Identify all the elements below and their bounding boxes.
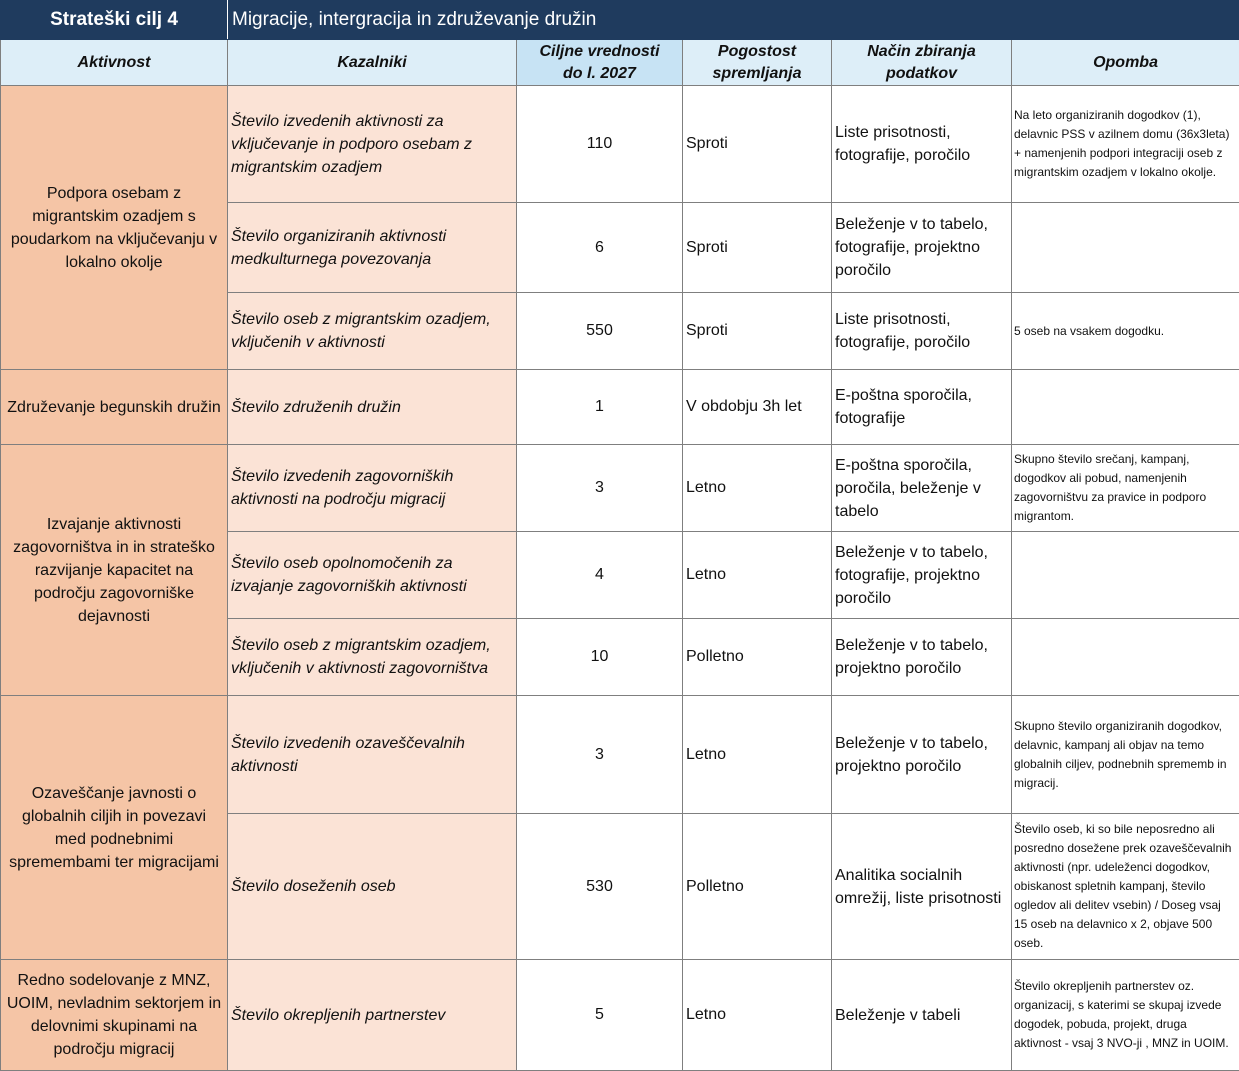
indicator-cell: Število oseb z migrantskim ozadjem, vključenih v aktivnosti (228, 293, 517, 370)
col-header-frequency-line2: spremljanja (713, 65, 802, 82)
col-header-frequency-line1: Pogostost (718, 43, 796, 60)
table-row (1, 370, 1239, 445)
table-row (1, 696, 1239, 814)
frequency-cell: Sproti (683, 86, 832, 203)
activity-cell: Podpora osebam z migrantskim ozadjem s poudarkom na vključevanju v lokalno okolje (1, 86, 228, 370)
activity-cell: Redno sodelovanje z MNZ, UOIM, nevladnim sektorjem in delovnimi skupinami na področju migracij (1, 960, 228, 1071)
col-header-method-line2: podatkov (886, 65, 957, 82)
note-cell (1012, 370, 1239, 445)
indicator-cell: Število organiziranih aktivnosti medkulturnega povezovanja (228, 203, 517, 293)
target-cell: 1 (517, 370, 683, 445)
target-cell: 110 (517, 86, 683, 203)
activity-cell: Združevanje begunskih družin (1, 370, 228, 445)
method-cell: Beleženje v tabeli (832, 960, 1012, 1071)
col-header-target (517, 40, 683, 86)
column-header-row (1, 40, 1239, 86)
method-cell: Beleženje v to tabelo, fotografije, projektno poročilo (832, 203, 1012, 293)
indicator-cell: Število oseb opolnomočenih za izvajanje zagovorniških aktivnosti (228, 532, 517, 619)
indicator-cell: Število oseb z migrantskim ozadjem, vključenih v aktivnosti zagovorništva (228, 619, 517, 696)
col-header-note: Opomba (1012, 40, 1239, 86)
title-row (1, 1, 1239, 40)
target-cell: 6 (517, 203, 683, 293)
col-header-target-line2: do l. 2027 (563, 65, 636, 82)
method-cell: Beleženje v to tabelo, projektno poročilo (832, 619, 1012, 696)
note-cell (1012, 203, 1239, 293)
goal-title: Migracije, intergracija in združevanje družin (228, 1, 1239, 40)
note-cell: Število oseb, ki so bile neposredno ali posredno dosežene prek ozaveščevalnih aktivnosti (npr. udeleženci dogodkov, obiskanost spletnih kampanj, število ogledov ali delitev vsebin) / Doseg vsaj 15 oseb na delavnico x 2, objave 500 oseb. (1012, 814, 1239, 960)
frequency-cell: Polletno (683, 619, 832, 696)
note-cell (1012, 619, 1239, 696)
frequency-cell: Letno (683, 445, 832, 532)
target-cell: 5 (517, 960, 683, 1071)
method-cell: Liste prisotnosti, fotografije, poročilo (832, 86, 1012, 203)
col-header-frequency (683, 40, 832, 86)
indicator-cell: Število doseženih oseb (228, 814, 517, 960)
method-cell: Liste prisotnosti, fotografije, poročilo (832, 293, 1012, 370)
method-cell: Beleženje v to tabelo, fotografije, projektno poročilo (832, 532, 1012, 619)
method-cell: E-poštna sporočila, poročila, beleženje v tabelo (832, 445, 1012, 532)
indicator-cell: Število okrepljenih partnerstev (228, 960, 517, 1071)
col-header-method (832, 40, 1012, 86)
activity-cell: Ozaveščanje javnosti o globalnih ciljih in povezavi med podnebnimi spremembami ter migracijami (1, 696, 228, 960)
note-cell: 5 oseb na vsakem dogodku. (1012, 293, 1239, 370)
frequency-cell: Sproti (683, 203, 832, 293)
goal-label: Strateški cilj 4 (1, 1, 228, 40)
col-header-indicators: Kazalniki (228, 40, 517, 86)
col-header-method-line1: Način zbiranja (867, 43, 975, 60)
col-header-target-line1: Ciljne vrednosti (539, 43, 659, 60)
frequency-cell: Letno (683, 532, 832, 619)
method-cell: Analitika socialnih omrežij, liste prisotnosti (832, 814, 1012, 960)
indicator-cell: Število združenih družin (228, 370, 517, 445)
table-row (1, 960, 1239, 1071)
note-cell (1012, 532, 1239, 619)
indicator-cell: Število izvedenih ozaveščevalnih aktivnosti (228, 696, 517, 814)
target-cell: 3 (517, 696, 683, 814)
indicator-cell: Število izvedenih aktivnosti za vključevanje in podporo osebam z migrantskim ozadjem (228, 86, 517, 203)
table-row (1, 445, 1239, 532)
note-cell: Skupno število organiziranih dogodkov, delavnic, kampanj ali objav na temo globalnih ciljev, podnebnih sprememb in migracij. (1012, 696, 1239, 814)
method-cell: E-poštna sporočila, fotografije (832, 370, 1012, 445)
target-cell: 530 (517, 814, 683, 960)
indicator-cell: Število izvedenih zagovorniških aktivnosti na področju migracij (228, 445, 517, 532)
target-cell: 3 (517, 445, 683, 532)
note-cell: Število okrepljenih partnerstev oz. organizacij, s katerimi se skupaj izvede dogodek, pobuda, projekt, druga aktivnost - vsaj 3 NVO-ji , MNZ in UOIM. (1012, 960, 1239, 1071)
frequency-cell: Letno (683, 960, 832, 1071)
frequency-cell: Polletno (683, 814, 832, 960)
note-cell: Na leto organiziranih dogodkov (1), delavnic PSS v azilnem domu (36x3leta) + namenjenih podpori integraciji oseb z migrantskim ozadjem v lokalno okolje. (1012, 86, 1239, 203)
frequency-cell: Sproti (683, 293, 832, 370)
table-row (1, 86, 1239, 203)
frequency-cell: Letno (683, 696, 832, 814)
activity-cell: Izvajanje aktivnosti zagovorništva in in strateško razvijanje kapacitet na področju zagovorniške dejavnosti (1, 445, 228, 696)
target-cell: 550 (517, 293, 683, 370)
col-header-activity: Aktivnost (1, 40, 228, 86)
target-cell: 10 (517, 619, 683, 696)
method-cell: Beleženje v to tabelo, projektno poročilo (832, 696, 1012, 814)
note-cell: Skupno število srečanj, kampanj, dogodkov ali pobud, namenjenih zagovorništvu za pravice in podporo migrantom. (1012, 445, 1239, 532)
frequency-cell: V obdobju 3h let (683, 370, 832, 445)
target-cell: 4 (517, 532, 683, 619)
